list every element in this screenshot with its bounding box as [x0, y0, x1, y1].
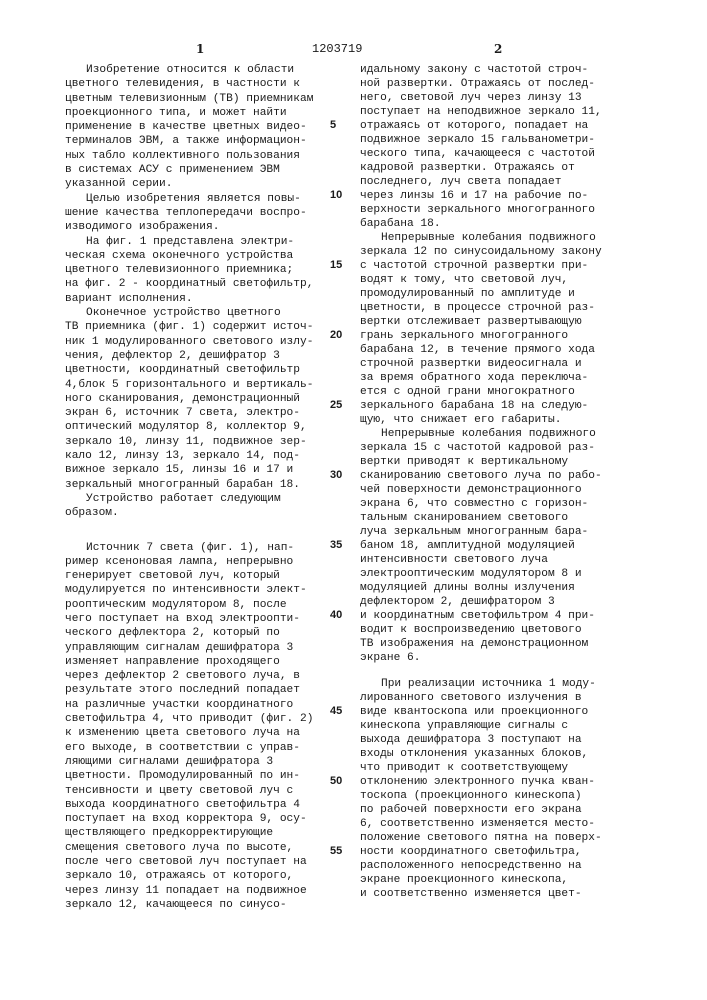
text-line: цветности, координатный светофильтр	[65, 363, 335, 377]
text-line: чей поверхности демонстрационного	[360, 483, 660, 497]
line-number: 40	[330, 609, 342, 621]
text-line: поступает на неподвижное зеркало 11,	[360, 105, 660, 119]
text-line: электрооптическим модулятором 8 и	[360, 567, 660, 581]
text-line: цветности, в процессе строчной раз-	[360, 301, 660, 315]
text-line: отклонению электронного пучка кван-	[360, 775, 660, 789]
text-line: подвижное зеркало 15 гальванометри-	[360, 133, 660, 147]
text-line: луча зеркальным многогранным бара-	[360, 525, 660, 539]
text-line: цветного телевизионного приемника;	[65, 263, 335, 277]
text-line: модулируется по интенсивности элект-	[65, 583, 335, 597]
text-line: зеркального барабана 18 на следую-	[360, 399, 660, 413]
text-line: оптический модулятор 8, коллектор 9,	[65, 420, 335, 434]
text-line: светофильтра 4, что приводит (фиг. 2)	[65, 712, 335, 726]
line-number: 50	[330, 775, 342, 787]
line-number: 55	[330, 845, 342, 857]
paragraph	[65, 235, 335, 306]
text-line: Целью изобретения является повы-	[65, 192, 335, 206]
text-line: после чего световой луч поступает на	[65, 855, 335, 869]
text-line: проекционного типа, и может найти	[65, 106, 335, 120]
text-line: На фиг. 1 представлена электри-	[65, 235, 335, 249]
text-line: ществляющего предкорректирующие	[65, 826, 335, 840]
text-line: изводимого изображения.	[65, 220, 335, 234]
text-line: модуляцией длины волны излучения	[360, 581, 660, 595]
paragraph	[360, 231, 660, 427]
text-line: лированного светового излучения в	[360, 691, 660, 705]
text-line: водит к воспроизведению цветового	[360, 623, 660, 637]
paragraph	[360, 677, 660, 901]
text-line: идальному закону с частотой строч-	[360, 63, 660, 77]
left-column	[65, 63, 335, 912]
text-line: Источник 7 света (фиг. 1), нап-	[65, 541, 335, 555]
text-line: Устройство работает следующим	[65, 492, 335, 506]
text-line: ной развертки. Отражаясь от послед-	[360, 77, 660, 91]
text-line: тальным сканированием светового	[360, 511, 660, 525]
paragraph-gap	[65, 521, 335, 541]
text-line: зеркало 12, качающееся по синусо-	[65, 898, 335, 912]
text-line: водят к тому, что световой луч,	[360, 273, 660, 287]
text-line: экране проекционного кинескопа,	[360, 873, 660, 887]
text-line: образом.	[65, 506, 335, 520]
text-line: строчной развертки видеосигнала и	[360, 357, 660, 371]
text-line: 4,блок 5 горизонтального и вертикаль-	[65, 378, 335, 392]
text-line: него, световой луч через линзу 13	[360, 91, 660, 105]
text-line: зеркала 12 по синусоидальному закону	[360, 245, 660, 259]
text-line: интенсивности светового луча	[360, 553, 660, 567]
text-line: вижное зеркало 15, линзы 16 и 17 и	[65, 463, 335, 477]
text-line: по рабочей поверхности его экрана	[360, 803, 660, 817]
text-line: зеркало 10, отражаясь от которого,	[65, 869, 335, 883]
text-line: грань зеркального многогранного	[360, 329, 660, 343]
line-number: 10	[330, 189, 342, 201]
text-line: входы отклонения указанных блоков,	[360, 747, 660, 761]
text-line: тенсивности и цвету световой луч с	[65, 784, 335, 798]
line-number: 15	[330, 259, 342, 271]
line-number: 45	[330, 705, 342, 717]
text-line: барабана 18.	[360, 217, 660, 231]
text-line: к изменению цвета светового луча на	[65, 726, 335, 740]
text-line: выхода координатного светофильтра 4	[65, 798, 335, 812]
text-line: вариант исполнения.	[65, 292, 335, 306]
text-line: через линзы 16 и 17 на рабочие по-	[360, 189, 660, 203]
text-line: терминалов ЭВМ, а также информацион-	[65, 134, 335, 148]
text-line: что приводит к соответствующему	[360, 761, 660, 775]
text-line: рооптическим модулятором 8, после	[65, 598, 335, 612]
paragraph	[65, 492, 335, 521]
text-line: зеркало 10, линзу 11, подвижное зер-	[65, 435, 335, 449]
text-line: ных табло коллективного пользования	[65, 149, 335, 163]
text-line: результате этого последний попадает	[65, 683, 335, 697]
text-line: чения, дефлектор 2, дешифратор 3	[65, 349, 335, 363]
text-line: Непрерывные колебания подвижного	[360, 231, 660, 245]
text-line: барабана 12, в течение прямого хода	[360, 343, 660, 357]
paragraph	[65, 306, 335, 492]
text-line: кинескопа управляющие сигналы с	[360, 719, 660, 733]
text-line: выхода дешифратора 3 поступают на	[360, 733, 660, 747]
paragraph	[65, 541, 335, 913]
text-line: промодулированный по амплитуде и	[360, 287, 660, 301]
text-line: ТВ приемника (фиг. 1) содержит источ-	[65, 320, 335, 334]
text-line: тоскопа (проекционного кинескопа)	[360, 789, 660, 803]
text-line: указанной серии.	[65, 177, 335, 191]
paragraph	[65, 192, 335, 235]
text-line: управляющим сигналам дешифратора 3	[65, 641, 335, 655]
page-number-right: 2	[494, 42, 502, 56]
text-line: ности координатного светофильтра,	[360, 845, 660, 859]
page-number-left: 1	[196, 42, 204, 56]
text-line: щую, что снижает его габариты.	[360, 413, 660, 427]
text-line: шение качества теплопередачи воспро-	[65, 206, 335, 220]
line-number: 35	[330, 539, 342, 551]
text-line: ного сканирования, демонстрационный	[65, 392, 335, 406]
text-line: баном 18, амплитудной модуляцией	[360, 539, 660, 553]
text-line: с частотой строчной развертки при-	[360, 259, 660, 273]
text-line: цветного телевидения, в частности к	[65, 77, 335, 91]
paragraph	[360, 63, 660, 231]
text-line: поступает на вход корректора 9, осу-	[65, 812, 335, 826]
text-line: последнего, луч света попадает	[360, 175, 660, 189]
text-line: кадровой развертки. Отражаясь от	[360, 161, 660, 175]
text-line: виде квантоскопа или проекционного	[360, 705, 660, 719]
text-line: Оконечное устройство цветного	[65, 306, 335, 320]
text-line: ческая схема оконечного устройства	[65, 249, 335, 263]
line-number: 30	[330, 469, 342, 481]
text-line: экран 6, источник 7 света, электро-	[65, 406, 335, 420]
text-line: ляющими сигналами дешифратора 3	[65, 755, 335, 769]
text-line: и координатным светофильтром 4 при-	[360, 609, 660, 623]
text-line: зеркала 15 с частотой кадровой раз-	[360, 441, 660, 455]
text-line: экрана 6, что совместно с горизон-	[360, 497, 660, 511]
text-line: на различные участки координатного	[65, 698, 335, 712]
text-line: в системах АСУ с применением ЭВМ	[65, 163, 335, 177]
text-line: Изобретение относится к области	[65, 63, 335, 77]
text-line: ник 1 модулированного светового излу-	[65, 335, 335, 349]
line-number: 25	[330, 399, 342, 411]
text-line: дефлектором 2, дешифратором 3	[360, 595, 660, 609]
text-line: зеркальный многогранный барабан 18.	[65, 478, 335, 492]
right-column	[360, 63, 660, 901]
text-line: через линзу 11 попадает на подвижное	[65, 884, 335, 898]
text-line: на фиг. 2 - координатный светофильтр,	[65, 277, 335, 291]
text-line: через дефлектор 2 светового луча, в	[65, 669, 335, 683]
text-line: 6, соответственно изменяется место-	[360, 817, 660, 831]
text-line: цветности. Промодулированный по ин-	[65, 769, 335, 783]
text-line: ется с одной грани многократного	[360, 385, 660, 399]
text-line: ример ксеноновая лампа, непрерывно	[65, 555, 335, 569]
paragraph	[360, 427, 660, 665]
text-line: изменяет направление проходящего	[65, 655, 335, 669]
paragraph-gap	[360, 665, 660, 677]
text-line: верхности зеркального многогранного	[360, 203, 660, 217]
text-line: цветным телевизионным (ТВ) приемникам	[65, 92, 335, 106]
text-line: положение светового пятна на поверх-	[360, 831, 660, 845]
text-line: кало 12, линзу 13, зеркало 14, под-	[65, 449, 335, 463]
text-line: ТВ изображения на демонстрационном	[360, 637, 660, 651]
text-line: генерирует световой луч, который	[65, 569, 335, 583]
patent-number: 1203719	[312, 42, 362, 56]
line-number: 20	[330, 329, 342, 341]
line-number: 5	[330, 119, 336, 131]
text-line: ческого дефлектора 2, который по	[65, 626, 335, 640]
text-line: вертки приводят к вертикальному	[360, 455, 660, 469]
text-line: его выходе, в соответствии с управ-	[65, 741, 335, 755]
text-line: чего поступает на вход электроопти-	[65, 612, 335, 626]
text-line: вертки отслеживает развертывающую	[360, 315, 660, 329]
text-line: смещения светового луча по высоте,	[65, 841, 335, 855]
text-line: сканированию светового луча по рабо-	[360, 469, 660, 483]
paragraph	[65, 63, 335, 192]
text-line: отражаясь от которого, попадает на	[360, 119, 660, 133]
text-line: и соответственно изменяется цвет-	[360, 887, 660, 901]
text-line: ческого типа, качающееся с частотой	[360, 147, 660, 161]
text-line: При реализации источника 1 моду-	[360, 677, 660, 691]
text-line: экране 6.	[360, 651, 660, 665]
text-line: за время обратного хода переключа-	[360, 371, 660, 385]
text-line: применение в качестве цветных видео-	[65, 120, 335, 134]
text-line: Непрерывные колебания подвижного	[360, 427, 660, 441]
text-line: расположенного непосредственно на	[360, 859, 660, 873]
